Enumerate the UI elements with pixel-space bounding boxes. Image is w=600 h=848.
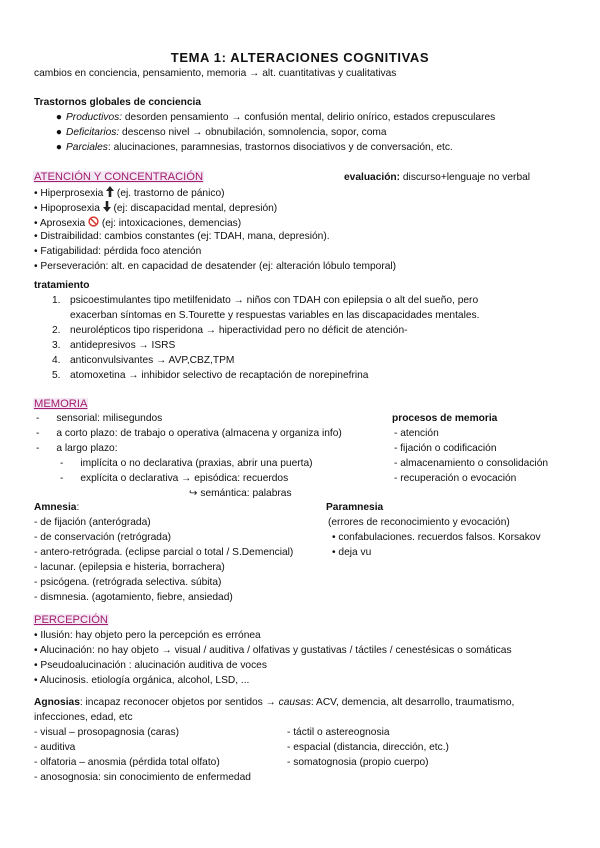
list-item: - táctil o astereognosia	[287, 727, 390, 738]
list-item: - atención	[394, 428, 439, 439]
list-item: • Distraibilidad: cambios constantes (ej: TDAH, mana, depresión).	[34, 231, 330, 242]
list-item: 4. anticonvulsivantes → AVP,CBZ,TPM	[52, 355, 235, 366]
list-item: - dismnesia. (agotamiento, fiebre, ansiedad)	[34, 592, 233, 603]
list-item: • Aprosexia (ej: intoxicaciones, demencias)	[34, 218, 242, 229]
procesos-heading: procesos de memoria	[392, 413, 498, 424]
list-item: 2. neurolépticos tipo risperidona → hiperactividad pero no déficit de atención-	[52, 325, 408, 336]
list-item: - sensorial: milisegundos	[36, 413, 163, 424]
list-item: • deja vu	[332, 547, 372, 558]
percepcion-heading: PERCEPCIÓN	[34, 614, 108, 626]
paramnesia-subtitle: (errores de reconocimiento y evocación)	[328, 517, 510, 528]
list-item: - almacenamiento o consolidación	[394, 458, 549, 469]
list-item: - psicógena. (retrógrada selectiva. súbita)	[34, 577, 222, 588]
list-item: - lacunar. (epilepsia e histeria, borrachera)	[34, 562, 225, 573]
list-item: ● Productivos: desorden pensamiento → confusión mental, delirio onírico, estados crepusculares	[55, 112, 496, 123]
evaluacion-note: evaluación: discurso+lenguaje no verbal	[344, 172, 531, 183]
amnesia-heading: Amnesia:	[34, 502, 80, 513]
semantica-note: ↪ semántica: palabras	[189, 488, 292, 499]
list-item: - anosognosia: sin conocimiento de enfermedad	[34, 772, 251, 783]
list-item: • Ilusión: hay objeto pero la percepción es errónea	[34, 630, 261, 641]
list-item: • Alucinosis. etiología orgánica, alcohol, LSD, ...	[34, 675, 250, 686]
list-item: - visual – prosopagnosia (caras)	[34, 727, 179, 738]
list-item: - de fijación (anterógrada)	[34, 517, 151, 528]
list-item: • confabulaciones. recuerdos falsos. Korsakov	[332, 532, 541, 543]
list-item: • Alucinación: no hay objeto → visual / auditiva / olfativas y gustativas / táctiles / cenestésicas o somáticas	[34, 645, 512, 656]
list-item: - somatognosia (propio cuerpo)	[287, 757, 429, 768]
list-item: - recuperación o evocación	[394, 473, 517, 484]
list-item: • Hipoprosexia (ej: discapacidad mental, depresión)	[34, 203, 278, 214]
list-item: • Fatigabilidad: pérdida foco atención	[34, 246, 202, 257]
list-item: - espacial (distancia, dirección, etc.)	[287, 742, 449, 753]
list-item: - fijación o codificación	[394, 443, 497, 454]
memoria-heading: MEMORIA	[34, 398, 88, 410]
conciencia-heading: Trastornos globales de conciencia	[34, 97, 202, 108]
list-item: • Pseudoalucinación : alucinación auditiva de voces	[34, 660, 267, 671]
list-item: ● Parciales: alucinaciones, paramnesias, trastornos disociativos y de conversación, etc.	[55, 142, 453, 153]
prohibited-icon	[88, 216, 99, 227]
agnosias-text: Agnosias: incapaz reconocer objetos por sentidos → causas: ACV, demencia, alt desarrollo, traumatismo,	[34, 697, 515, 708]
list-item: - olfatoria – anosmia (pérdida total olfato)	[34, 757, 220, 768]
list-item: 3. antidepresivos → ISRS	[52, 340, 176, 351]
list-item: 1. psicoestimulantes tipo metilfenidato → niños con TDAH con epilepsia o alt del sueño, pero	[52, 295, 479, 306]
atencion-heading: ATENCIÓN Y CONCENTRACIÓN	[34, 171, 204, 183]
list-item: ● Deficitarios: descenso nivel → obnubilación, somnolencia, sopor, coma	[55, 127, 387, 138]
list-item-continuation: exacerban síntomas en S.Tourette y respuestas variables en las discapacidades mentales.	[70, 310, 480, 321]
page-title: TEMA 1: ALTERACIONES COGNITIVAS	[170, 50, 430, 65]
list-item: - implícita o no declarativa (praxias, abrir una puerta)	[60, 458, 313, 469]
paramnesia-heading: Paramnesia	[326, 502, 384, 513]
list-item: 5. atomoxetina → inhibidor selectivo de recaptación de norepinefrina	[52, 370, 369, 381]
agnosias-text-continuation: infecciones, edad, etc	[34, 712, 133, 723]
list-item: - a corto plazo: de trabajo o operativa (almacena y organiza info)	[36, 428, 342, 439]
tratamiento-heading: tratamiento	[34, 280, 90, 291]
list-item: • Perseveración: alt. en capacidad de desatender (ej: alteración lóbulo temporal)	[34, 261, 397, 272]
up-arrow-icon	[106, 186, 114, 197]
list-item: - auditiva	[34, 742, 76, 753]
list-item: - antero-retrógrada. (eclipse parcial o total / S.Demencial)	[34, 547, 294, 558]
list-item: - de conservación (retrógrada)	[34, 532, 172, 543]
down-arrow-icon	[103, 201, 111, 212]
list-item: - a largo plazo:	[36, 443, 118, 454]
list-item: - explícita o declarativa → episódica: recuerdos	[60, 473, 289, 484]
list-item: • Hiperprosexia (ej. trastorno de pánico)	[34, 188, 225, 199]
intro-text: cambios en conciencia, pensamiento, memoria → alt. cuantitativas y cualitativas	[34, 68, 397, 79]
